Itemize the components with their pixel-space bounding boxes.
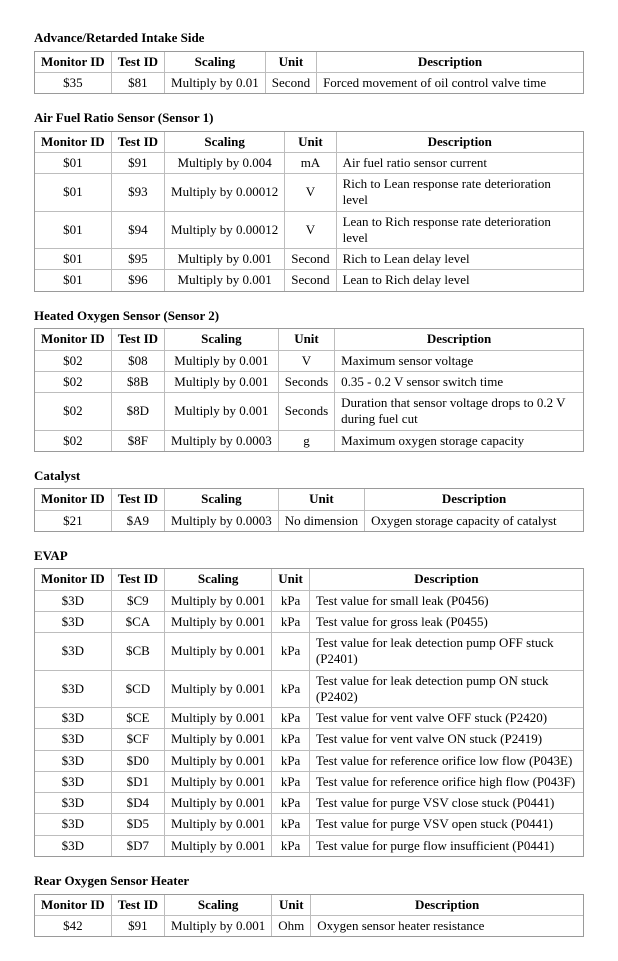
table-cell: Oxygen storage capacity of catalyst — [365, 511, 583, 531]
header-cell: Test ID — [112, 132, 165, 153]
table-cell: Ohm — [272, 916, 311, 936]
table-cell: Duration that sensor voltage drops to 0.2 V during fuel cut — [335, 393, 583, 431]
table-cell: $D5 — [112, 814, 165, 835]
table-cell: $CF — [112, 729, 165, 750]
table-cell: $8D — [112, 393, 165, 431]
table-cell: $02 — [35, 393, 112, 431]
table-cell: Maximum oxygen storage capacity — [335, 431, 583, 451]
table-row — [35, 633, 583, 671]
table-cell: Lean to Rich response rate deterioration level — [337, 212, 583, 250]
table-row — [35, 671, 583, 709]
table-cell: Rich to Lean response rate deterioration level — [337, 174, 583, 212]
table-cell: $C9 — [112, 591, 165, 612]
table-cell: kPa — [272, 612, 310, 633]
table-row — [35, 751, 583, 772]
header-cell: Monitor ID — [35, 569, 112, 590]
table-cell: $3D — [35, 612, 112, 633]
table-cell: $8F — [112, 431, 165, 451]
section — [34, 468, 584, 532]
table-cell: $3D — [35, 708, 112, 729]
table-cell: kPa — [272, 751, 310, 772]
table-cell: $3D — [35, 729, 112, 750]
table-cell: Multiply by 0.001 — [165, 249, 285, 270]
table-cell: $08 — [112, 351, 165, 372]
table-cell: Multiply by 0.001 — [165, 729, 272, 750]
table-cell: $D0 — [112, 751, 165, 772]
table-cell: $01 — [35, 249, 112, 270]
table-cell: $96 — [112, 270, 165, 290]
table-cell: No dimension — [279, 511, 365, 531]
header-cell: Description — [317, 52, 583, 73]
table-cell: Multiply by 0.0003 — [165, 511, 279, 531]
table-cell: Second — [285, 270, 336, 290]
table-row — [35, 393, 583, 431]
table-cell: $D1 — [112, 772, 165, 793]
section — [34, 30, 584, 94]
table-cell: $91 — [112, 916, 165, 936]
table-row — [35, 591, 583, 612]
table-row — [35, 793, 583, 814]
header-cell: Monitor ID — [35, 132, 112, 153]
table-cell: kPa — [272, 793, 310, 814]
header-cell: Unit — [272, 895, 311, 916]
table-cell: Multiply by 0.001 — [165, 612, 272, 633]
table-cell: $D7 — [112, 836, 165, 856]
table-cell: V — [279, 351, 335, 372]
table-cell: Multiply by 0.00012 — [165, 212, 285, 250]
header-cell: Description — [311, 895, 583, 916]
table-cell: Multiply by 0.01 — [165, 73, 266, 93]
table-row — [35, 708, 583, 729]
table-row — [35, 73, 583, 93]
table-row — [35, 153, 583, 174]
table-cell: Test value for purge VSV open stuck (P0441) — [310, 814, 583, 835]
table-cell: $21 — [35, 511, 112, 531]
header-cell: Unit — [285, 132, 336, 153]
table-cell: Maximum sensor voltage — [335, 351, 583, 372]
data-table — [34, 894, 584, 938]
table-cell: $02 — [35, 351, 112, 372]
table-cell: Oxygen sensor heater resistance — [311, 916, 583, 936]
table-cell: $95 — [112, 249, 165, 270]
table-cell: $01 — [35, 153, 112, 174]
table-cell: $35 — [35, 73, 112, 93]
table-cell: kPa — [272, 729, 310, 750]
header-cell: Scaling — [165, 895, 272, 916]
header-row — [35, 895, 583, 916]
table-cell: Seconds — [279, 372, 335, 393]
table-cell: $CA — [112, 612, 165, 633]
table-cell: $91 — [112, 153, 165, 174]
table-cell: kPa — [272, 836, 310, 856]
section — [34, 308, 584, 452]
table-cell: $8B — [112, 372, 165, 393]
table-row — [35, 814, 583, 835]
table-row — [35, 351, 583, 372]
header-cell: Description — [310, 569, 583, 590]
header-cell: Description — [335, 329, 583, 350]
table-cell: $81 — [112, 73, 165, 93]
table-cell: $94 — [112, 212, 165, 250]
table-cell: mA — [285, 153, 336, 174]
table-row — [35, 612, 583, 633]
table-cell: Test value for purge VSV close stuck (P0441) — [310, 793, 583, 814]
table-cell: Multiply by 0.001 — [165, 793, 272, 814]
table-cell: Seconds — [279, 393, 335, 431]
header-cell: Unit — [279, 489, 365, 510]
table-cell: Multiply by 0.004 — [165, 153, 285, 174]
table-cell: $3D — [35, 793, 112, 814]
section — [34, 873, 584, 937]
header-cell: Test ID — [112, 489, 165, 510]
header-row — [35, 132, 583, 153]
section-title: Advance/Retarded Intake Side — [34, 30, 205, 45]
table-cell: $D4 — [112, 793, 165, 814]
data-table — [34, 131, 584, 292]
table-cell: Multiply by 0.001 — [165, 814, 272, 835]
table-cell: Test value for purge flow insufficient (P0441) — [310, 836, 583, 856]
data-table — [34, 568, 584, 857]
data-table — [34, 51, 584, 95]
header-cell: Scaling — [165, 489, 279, 510]
table-cell: Multiply by 0.001 — [165, 591, 272, 612]
table-cell: Test value for leak detection pump ON stuck (P2402) — [310, 671, 583, 709]
section-title: Rear Oxygen Sensor Heater — [34, 872, 190, 888]
header-cell: Test ID — [112, 329, 165, 350]
table-cell: $93 — [112, 174, 165, 212]
table-cell: Multiply by 0.0003 — [165, 431, 279, 451]
table-cell: Multiply by 0.001 — [165, 270, 285, 290]
table-cell: Test value for small leak (P0456) — [310, 591, 583, 612]
table-cell: $01 — [35, 212, 112, 250]
header-cell: Scaling — [165, 329, 279, 350]
table-cell: $42 — [35, 916, 112, 936]
table-cell: Test value for reference orifice low flow (P043E) — [310, 751, 583, 772]
header-cell: Description — [365, 489, 583, 510]
header-cell: Scaling — [165, 132, 285, 153]
table-row — [35, 729, 583, 750]
header-cell: Monitor ID — [35, 52, 112, 73]
table-cell: $01 — [35, 174, 112, 212]
table-cell: Multiply by 0.001 — [165, 372, 279, 393]
header-cell: Scaling — [165, 569, 272, 590]
table-cell: g — [279, 431, 335, 451]
table-row — [35, 372, 583, 393]
header-cell: Monitor ID — [35, 895, 112, 916]
data-table — [34, 328, 584, 452]
table-cell: Test value for vent valve ON stuck (P2419) — [310, 729, 583, 750]
table-cell: $A9 — [112, 511, 165, 531]
table-cell: Test value for gross leak (P0455) — [310, 612, 583, 633]
header-cell: Test ID — [112, 895, 165, 916]
header-cell: Unit — [279, 329, 335, 350]
table-cell: $3D — [35, 591, 112, 612]
table-cell: kPa — [272, 671, 310, 709]
table-cell: Second — [285, 249, 336, 270]
table-cell: Test value for vent valve OFF stuck (P2420) — [310, 708, 583, 729]
header-row — [35, 329, 583, 350]
table-cell: $CE — [112, 708, 165, 729]
table-cell: $02 — [35, 372, 112, 393]
table-cell: Test value for reference orifice high flow (P043F) — [310, 772, 583, 793]
table-cell: $CB — [112, 633, 165, 671]
table-cell: Second — [266, 73, 317, 93]
header-cell: Monitor ID — [35, 489, 112, 510]
table-row — [35, 270, 583, 290]
section-title: Air Fuel Ratio Sensor (Sensor 1) — [34, 110, 214, 126]
table-cell: Multiply by 0.001 — [165, 751, 272, 772]
header-cell: Scaling — [165, 52, 266, 73]
table-cell: Multiply by 0.001 — [165, 633, 272, 671]
section-title: Heated Oxygen Sensor (Sensor 2) — [34, 307, 220, 323]
table-cell: $3D — [35, 836, 112, 856]
table-row — [35, 772, 583, 793]
table-row — [35, 212, 583, 250]
table-cell: Multiply by 0.001 — [165, 708, 272, 729]
table-cell: $CD — [112, 671, 165, 709]
table-cell: Air fuel ratio sensor current — [337, 153, 583, 174]
data-table — [34, 488, 584, 532]
section — [34, 110, 584, 292]
table-cell: V — [285, 174, 336, 212]
table-row — [35, 836, 583, 856]
table-cell: Multiply by 0.001 — [165, 351, 279, 372]
table-cell: kPa — [272, 633, 310, 671]
table-cell: kPa — [272, 772, 310, 793]
table-cell: Multiply by 0.001 — [165, 671, 272, 709]
section-title: EVAP — [34, 547, 68, 563]
table-cell: Forced movement of oil control valve time — [317, 73, 583, 93]
section-title: Catalyst — [34, 467, 81, 483]
table-cell: kPa — [272, 708, 310, 729]
header-cell: Monitor ID — [35, 329, 112, 350]
table-cell: 0.35 - 0.2 V sensor switch time — [335, 372, 583, 393]
table-cell: $3D — [35, 772, 112, 793]
table-cell: $01 — [35, 270, 112, 290]
table-row — [35, 174, 583, 212]
header-cell: Unit — [272, 569, 310, 590]
table-cell: $3D — [35, 671, 112, 709]
table-cell: kPa — [272, 814, 310, 835]
table-row — [35, 916, 583, 936]
table-cell: Lean to Rich delay level — [337, 270, 583, 290]
table-cell: $3D — [35, 814, 112, 835]
header-row — [35, 52, 583, 73]
document-body — [34, 30, 584, 937]
table-cell: Multiply by 0.00012 — [165, 174, 285, 212]
table-cell: $02 — [35, 431, 112, 451]
table-cell: Multiply by 0.001 — [165, 836, 272, 856]
table-cell: Multiply by 0.001 — [165, 393, 279, 431]
header-cell: Test ID — [112, 52, 165, 73]
table-cell: Test value for leak detection pump OFF stuck (P2401) — [310, 633, 583, 671]
table-cell: Multiply by 0.001 — [165, 916, 272, 936]
header-cell: Description — [337, 132, 583, 153]
table-cell: Multiply by 0.001 — [165, 772, 272, 793]
table-cell: Rich to Lean delay level — [337, 249, 583, 270]
table-row — [35, 431, 583, 451]
header-row — [35, 569, 583, 590]
table-cell: V — [285, 212, 336, 250]
table-cell: $3D — [35, 751, 112, 772]
table-cell: $3D — [35, 633, 112, 671]
header-cell: Unit — [266, 52, 317, 73]
section — [34, 548, 584, 857]
table-cell: kPa — [272, 591, 310, 612]
table-row — [35, 511, 583, 531]
table-row — [35, 249, 583, 270]
header-row — [35, 489, 583, 510]
header-cell: Test ID — [112, 569, 165, 590]
